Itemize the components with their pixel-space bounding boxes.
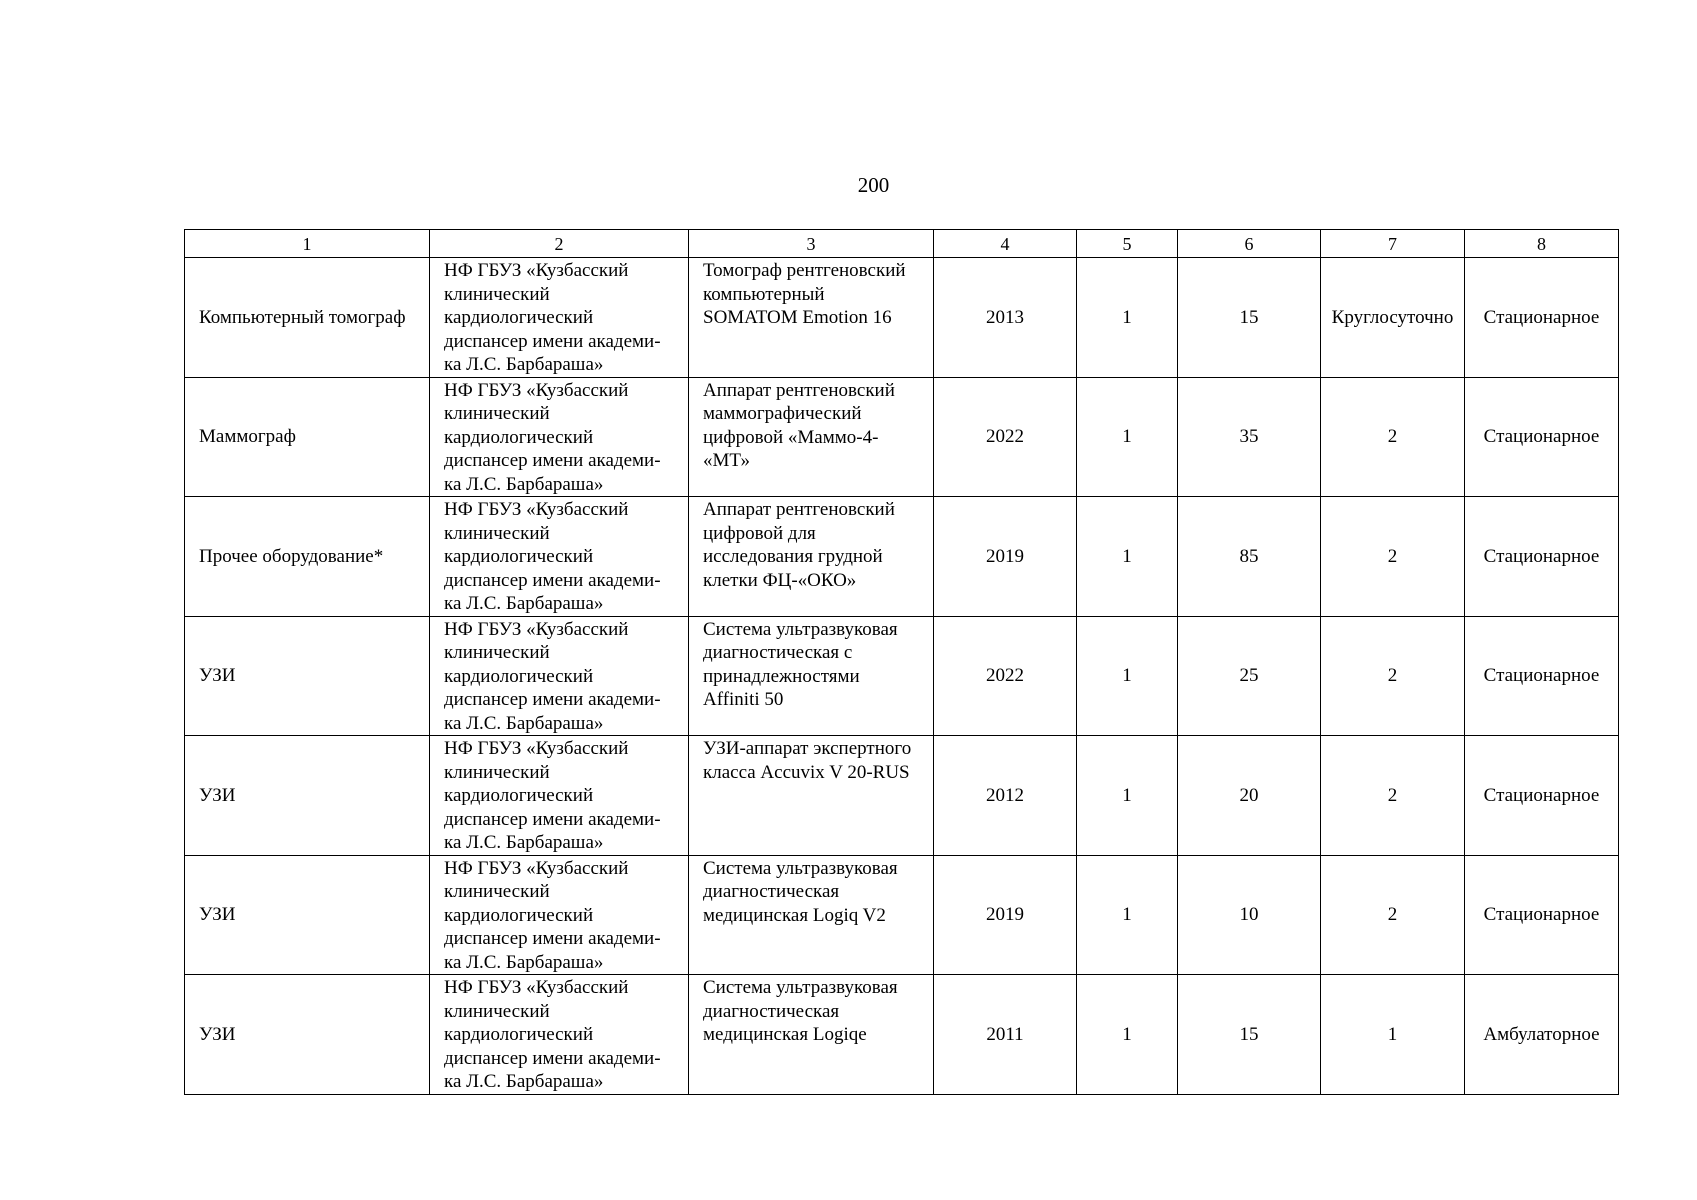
equipment-model-cell-line: диагностическая [703,1000,840,1022]
organization-cell [430,497,689,617]
year-cell: 2012 [934,736,1077,856]
quantity-cell: 1 [1077,616,1178,736]
equipment-model-cell [689,377,934,497]
equipment-model-cell-line: медицинская Logiqe [703,1024,867,1045]
equipment-model-cell-line: компьютерный [703,283,825,305]
year-cell: 2022 [934,616,1077,736]
organization-cell-line: клинический [444,881,550,902]
table-row [185,975,1619,1095]
organization-cell-line: клинический [444,642,550,663]
organization-cell-line: кардиологический [444,1024,594,1045]
equipment-model-cell-line: Affiniti 50 [703,689,784,710]
organization-cell-line: НФ ГБУЗ «Кузбасский [444,618,629,640]
equipment-model-cell-line: Система ультразвуковая [703,618,898,640]
organization-cell [430,736,689,856]
equipment-model-cell-line: SOMATOM Emotion 16 [703,307,892,328]
operation-mode-cell: 2 [1321,736,1465,856]
organization-cell [430,975,689,1095]
table-row [185,736,1619,856]
column-number: 8 [1465,230,1619,258]
organization-cell-line: кардиологический [444,785,594,806]
column-number-row [185,230,1619,258]
table-row [185,377,1619,497]
equipment-model-cell-line: УЗИ-аппарат экспертного [703,738,912,759]
equipment-model-cell-line: «МТ» [703,450,751,471]
equipment-model-cell-line: класса Accuvix V 20-RUS [703,761,910,783]
equipment-type-cell: УЗИ [185,855,430,975]
equipment-model-cell [689,497,934,617]
organization-cell-line: НФ ГБУЗ «Кузбасский [444,857,629,879]
column-number: 3 [689,230,934,258]
organization-cell-line: диспансер имени академи- [444,689,661,710]
organization-cell-line: клинический [444,283,550,305]
equipment-table [184,229,1619,1095]
equipment-kind-cell: Амбулаторное [1465,975,1619,1095]
organization-cell-line: НФ ГБУЗ «Кузбасский [444,977,629,998]
organization-cell-line: НФ ГБУЗ «Кузбасский [444,738,629,759]
year-cell: 2022 [934,377,1077,497]
organization-cell-line: ка Л.С. Барбараша» [444,473,604,495]
equipment-type-cell: УЗИ [185,616,430,736]
column-number: 5 [1077,230,1178,258]
organization-cell-line: клинический [444,761,550,783]
table-row [185,258,1619,378]
organization-cell-line: клинический [444,522,550,544]
equipment-kind-cell: Стационарное [1465,736,1619,856]
year-cell: 2013 [934,258,1077,378]
organization-cell-line: диспансер имени академи- [444,1047,661,1069]
organization-cell-line: кардиологический [444,546,594,567]
organization-cell [430,855,689,975]
page-number: 200 [857,173,890,197]
organization-cell-line: клинический [444,1000,550,1022]
operation-mode-cell: 2 [1321,497,1465,617]
equipment-kind-cell: Стационарное [1465,258,1619,378]
equipment-model-cell-line: маммографический [703,403,862,424]
equipment-type-cell: Прочее оборудование* [185,497,430,617]
equipment-kind-cell: Стационарное [1465,616,1619,736]
organization-cell-line: ка Л.С. Барбараша» [444,593,604,614]
year-cell: 2011 [934,975,1077,1095]
organization-cell-line: диспансер имени академи- [444,808,661,830]
organization-cell-line: ка Л.С. Барбараша» [444,1071,604,1092]
equipment-model-cell [689,855,934,975]
wear-cell: 35 [1178,377,1321,497]
organization-cell-line: ка Л.С. Барбараша» [444,712,604,734]
organization-cell [430,258,689,378]
organization-cell-line: ка Л.С. Барбараша» [444,354,604,375]
organization-cell-line: НФ ГБУЗ «Кузбасский [444,260,629,281]
column-number: 1 [185,230,430,258]
column-number: 4 [934,230,1077,258]
equipment-model-cell [689,736,934,856]
organization-cell [430,616,689,736]
equipment-type-cell: Компьютерный томограф [185,258,430,378]
equipment-kind-cell: Стационарное [1465,377,1619,497]
wear-cell: 15 [1178,975,1321,1095]
organization-cell-line: ка Л.С. Барбараша» [444,832,604,853]
equipment-model-cell [689,975,934,1095]
equipment-model-cell-line: диагностическая [703,881,840,902]
quantity-cell: 1 [1077,497,1178,617]
year-cell: 2019 [934,855,1077,975]
equipment-model-cell-line: Аппарат рентгеновский [703,379,895,401]
equipment-type-cell: УЗИ [185,736,430,856]
organization-cell-line: ка Л.С. Барбараша» [444,951,604,973]
column-number: 6 [1178,230,1321,258]
organization-cell-line: НФ ГБУЗ «Кузбасский [444,379,629,401]
equipment-kind-cell: Стационарное [1465,855,1619,975]
wear-cell: 20 [1178,736,1321,856]
table-row [185,616,1619,736]
organization-cell-line: клинический [444,403,550,424]
operation-mode-cell: Круглосуточно [1321,258,1465,378]
equipment-model-cell-line: исследования грудной [703,546,883,567]
equipment-model-cell-line: диагностическая с [703,642,853,663]
quantity-cell: 1 [1077,855,1178,975]
column-number: 2 [430,230,689,258]
equipment-model-cell [689,616,934,736]
operation-mode-cell: 1 [1321,975,1465,1095]
equipment-type-cell: Маммограф [185,377,430,497]
organization-cell-line: кардиологический [444,426,594,448]
year-cell: 2019 [934,497,1077,617]
quantity-cell: 1 [1077,975,1178,1095]
table-row [185,497,1619,617]
quantity-cell: 1 [1077,377,1178,497]
wear-cell: 25 [1178,616,1321,736]
quantity-cell: 1 [1077,736,1178,856]
organization-cell-line: диспансер имени академи- [444,569,661,591]
equipment-model-cell-line: цифровой для [703,522,816,544]
equipment-model-cell-line: медицинская Logiq V2 [703,904,886,926]
equipment-model-cell-line: принадлежностями [703,665,860,687]
column-number: 7 [1321,230,1465,258]
wear-cell: 85 [1178,497,1321,617]
equipment-model-cell [689,258,934,378]
organization-cell-line: кардиологический [444,307,594,328]
organization-cell-line: кардиологический [444,665,594,687]
equipment-model-cell-line: клетки ФЦ-«ОКО» [703,569,857,591]
organization-cell-line: диспансер имени академи- [444,450,661,471]
organization-cell-line: диспансер имени академи- [444,928,661,949]
equipment-kind-cell: Стационарное [1465,497,1619,617]
organization-cell-line: кардиологический [444,904,594,926]
operation-mode-cell: 2 [1321,377,1465,497]
equipment-model-cell-line: Аппарат рентгеновский [703,499,895,520]
wear-cell: 10 [1178,855,1321,975]
table-row [185,855,1619,975]
quantity-cell: 1 [1077,258,1178,378]
equipment-model-cell-line: Томограф рентгеновский [703,260,906,281]
operation-mode-cell: 2 [1321,855,1465,975]
equipment-model-cell-line: Система ультразвуковая [703,977,898,998]
operation-mode-cell: 2 [1321,616,1465,736]
wear-cell: 15 [1178,258,1321,378]
equipment-model-cell-line: цифровой «Маммо-4- [703,426,879,448]
organization-cell-line: НФ ГБУЗ «Кузбасский [444,499,629,520]
organization-cell-line: диспансер имени академи- [444,330,661,352]
equipment-type-cell: УЗИ [185,975,430,1095]
organization-cell [430,377,689,497]
equipment-model-cell-line: Система ультразвуковая [703,857,898,879]
